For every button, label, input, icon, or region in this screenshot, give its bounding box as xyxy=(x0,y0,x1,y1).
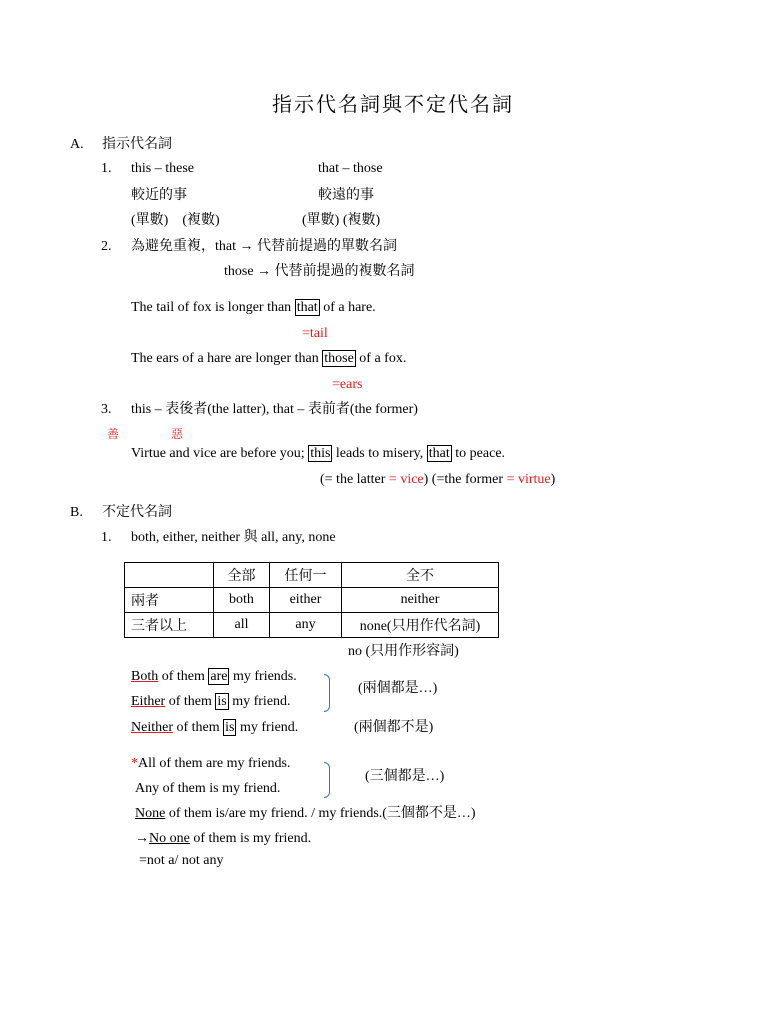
example-text: The tail of fox is longer than xyxy=(131,300,295,315)
item-a2-number: 2. xyxy=(101,239,112,254)
example-text: leads to misery, xyxy=(332,446,427,461)
those-rule: those → 代替前提過的複數名詞 xyxy=(224,264,415,279)
example-text: of a fox. xyxy=(355,351,407,366)
example-neither xyxy=(131,719,298,737)
example-none xyxy=(135,805,476,823)
both-note: (兩個都是…) xyxy=(358,681,438,696)
boxed-word: those xyxy=(324,351,354,366)
example-text: of them is/are my friend. / my friends.(三個都不是…) xyxy=(165,806,476,821)
underlined-word: Both xyxy=(131,669,159,684)
table-header-cell xyxy=(125,563,214,588)
vice-highlight: = vice xyxy=(388,472,424,487)
example-either xyxy=(131,693,291,711)
table-header-cell: 全部 xyxy=(214,563,270,588)
brace-all-any xyxy=(324,762,330,798)
table-header-cell: 全不 xyxy=(342,563,499,588)
example-that xyxy=(131,299,376,317)
example-any: Any of them is my friend. xyxy=(135,781,281,796)
boxed-word: is xyxy=(217,694,227,709)
example-text: to peace. xyxy=(451,446,506,461)
item-a1-number: 1. xyxy=(101,161,112,176)
boxed-word: that xyxy=(296,300,318,315)
table-header-row xyxy=(125,563,499,588)
that-those: that – those xyxy=(318,161,383,176)
neither-note: (兩個都不是) xyxy=(354,720,434,735)
table-cell: any xyxy=(270,613,342,638)
section-b-heading: 不定代名詞 xyxy=(102,505,172,520)
example-text: of them is my friend. xyxy=(189,831,312,846)
table-header-cell: 任何一 xyxy=(270,563,342,588)
boxed-word: is xyxy=(225,720,235,735)
near-meaning: 較近的事 xyxy=(131,188,187,203)
example-text: of them xyxy=(158,669,209,684)
table-cell: 兩者 xyxy=(125,588,214,613)
far-meaning: 較遠的事 xyxy=(318,188,374,203)
table-cell: neither xyxy=(342,588,499,613)
example-text: my friend. xyxy=(236,720,299,735)
example-text: of a hare. xyxy=(319,300,376,315)
example-virtue-vice xyxy=(131,445,505,463)
evil-note: 惡 xyxy=(171,427,184,441)
example-both xyxy=(131,668,297,686)
table-cell: all xyxy=(214,613,270,638)
example-text: of them xyxy=(165,694,216,709)
virtue-highlight: = virtue xyxy=(506,472,551,487)
good-note: 善 xyxy=(107,427,120,441)
example-text: Virtue and vice are before you; xyxy=(131,446,309,461)
table-row xyxy=(125,588,499,613)
three-note: (三個都是…) xyxy=(365,769,445,784)
underlined-word: No one xyxy=(149,831,190,846)
underlined-word: Neither xyxy=(131,720,173,735)
item-b1-number: 1. xyxy=(101,530,112,545)
underlined-word: Either xyxy=(131,694,166,709)
latter-former-explanation xyxy=(320,471,555,489)
section-b-label: B. xyxy=(70,505,83,520)
boxed-word: that xyxy=(428,446,450,461)
example-those xyxy=(131,350,406,368)
section-a-heading: 指示代名詞 xyxy=(102,137,172,152)
no-adjective-note: no (只用作形容詞) xyxy=(348,644,459,659)
arrow-icon: → xyxy=(135,831,149,846)
boxed-word: this xyxy=(310,446,331,461)
example-text: of them xyxy=(172,720,224,735)
example-no-one xyxy=(135,830,311,848)
tail-annotation: =tail xyxy=(302,326,328,341)
example-text: The ears of a hare are longer than xyxy=(131,351,323,366)
example-text: my friend. xyxy=(228,694,291,709)
page-title: 指示代名詞與不定代名詞 xyxy=(272,94,514,116)
ears-annotation: =ears xyxy=(332,377,363,392)
table-cell: none(只用作代名詞) xyxy=(342,613,499,638)
table-cell: 三者以上 xyxy=(125,613,214,638)
section-a-label: A. xyxy=(70,137,84,152)
underlined-word: None xyxy=(135,806,166,821)
table-cell: either xyxy=(270,588,342,613)
this-these: this – these xyxy=(131,161,194,176)
far-number-note: (單數) (複數) xyxy=(302,213,381,228)
latter-former-rule: this – 表後者(the latter), that – 表前者(the former) xyxy=(131,402,418,417)
table-cell: both xyxy=(214,588,270,613)
example-text: All of them are my friends. xyxy=(138,756,291,771)
item-a3-number: 3. xyxy=(101,402,112,417)
indefinite-list: both, either, neither 與 all, any, none xyxy=(131,530,336,545)
brace-both-either xyxy=(324,674,330,712)
explanation-text: ) (=the former xyxy=(423,472,507,487)
asterisk-mark: * xyxy=(131,756,138,771)
table-row xyxy=(125,613,499,638)
explanation-text: ) xyxy=(550,472,556,487)
that-rule: 為避免重複，that → 代替前提過的單數名詞 xyxy=(131,239,397,254)
indefinite-pronoun-table xyxy=(124,562,499,638)
not-any-note: =not a/ not any xyxy=(139,853,224,868)
explanation-text: (= the latter xyxy=(320,472,389,487)
boxed-word: are xyxy=(210,669,228,684)
example-text: my friends. xyxy=(229,669,297,684)
near-number-note: (單數) (複數) xyxy=(131,213,220,228)
example-all xyxy=(131,755,290,773)
